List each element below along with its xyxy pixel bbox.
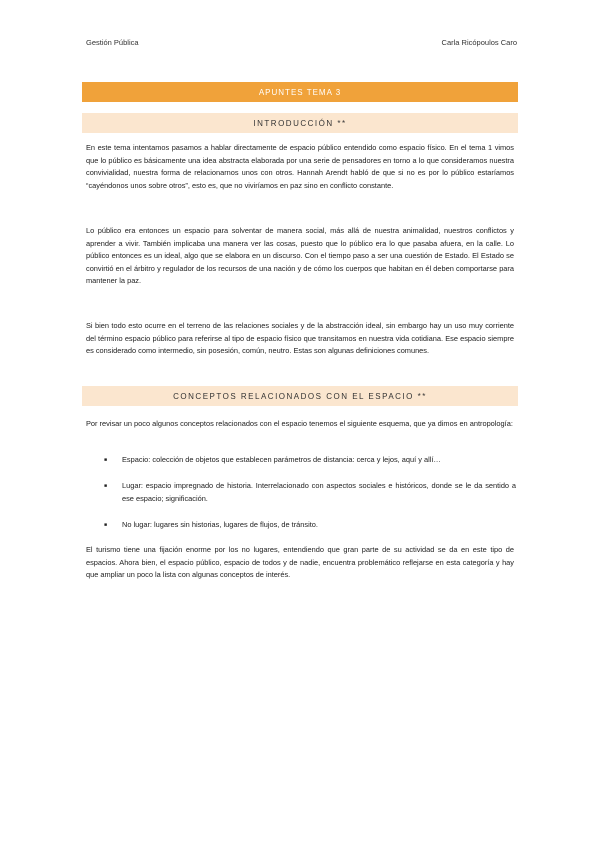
- header-author: Carla Ricópoulos Caro: [441, 38, 517, 47]
- list-item-text: Espacio: colección de objetos que establecen parámetros de distancia: cerca y lejos, aquí y allí…: [122, 455, 441, 464]
- page-header: [86, 38, 517, 47]
- square-bullet-icon: ■: [104, 483, 108, 489]
- paragraph: Por revisar un poco algunos conceptos relacionados con el espacio tenemos el siguiente esquema, que ya dimos en antropología:: [86, 419, 513, 428]
- section-heading-introduccion: [82, 113, 518, 133]
- paragraph: En este tema intentamos pasamos a hablar directamente de espacio público entendido como espacio físico. En el tema 1 vimos que lo público es básicamente una idea abstracta elaborada por una serie de pensadores en torno a lo que consideramos nuestra convivialidad, nuestra forma de relacionarnos unos con otros. Hannah Arendt habló de que si no es por lo público estaríamos “cayéndonos unos sobre otros”, esto es, que no viviríamos en paz sino en conflicto constante.: [86, 143, 514, 190]
- square-bullet-icon: ■: [104, 522, 108, 528]
- paragraph: Lo público era entonces un espacio para solventar de manera social, más allá de nuestra animalidad, nuestros conflictos y aprender a vivir. También implicaba una manera ver las cosas, puesto que lo público era lo que pasaba afuera, en la calle. Lo público entonces es un ideal, algo que se elabora en un discurso. Con el tiempo paso a ser una cuestión de Estado. El Estado se convirtió en el árbitro y regulador de los recursos de una nación y de cómo los cuerpos que habitan en él deben comportarse para mantener la paz.: [86, 226, 514, 286]
- list-item: [104, 519, 516, 532]
- section-heading-text: CONCEPTOS RELACIONADOS CON EL ESPACIO **: [173, 391, 427, 401]
- list-item: [104, 454, 516, 467]
- list-item: [104, 480, 516, 505]
- section-heading-text: INTRODUCCIÓN **: [253, 118, 347, 128]
- paragraph: Si bien todo esto ocurre en el terreno de las relaciones sociales y de la abstracción ideal, sin embargo hay un uso muy corriente del término espacio público para referirse al tipo de espacio físico que transitamos en nuestra vida cotidiana. Ese espacio siempre es considerado como intermedio, sin posesión, común, neutro. Estas son algunas definiciones comunes.: [86, 321, 514, 356]
- paragraph: El turismo tiene una fijación enorme por los no lugares, entendiendo que gran parte de su actividad se da en este tipo de espacios. Ahora bien, el espacio público, espacio de todos y de nadie, encuentra problemático reflejarse en esta categoría y hay que ampliar un poco la lista con algunas conceptos de interés.: [86, 545, 514, 580]
- title-banner: [82, 82, 518, 102]
- square-bullet-icon: ■: [104, 457, 108, 463]
- title-banner-text: APUNTES TEMA 3: [258, 87, 342, 97]
- list-item-text: Lugar: espacio impregnado de historia. Interrelacionado con aspectos sociales e históricos, donde se le da sentido a ese espacio; significación.: [122, 481, 516, 503]
- section-heading-conceptos: [82, 386, 518, 406]
- header-subject: Gestión Pública: [86, 38, 139, 47]
- list-item-text: No lugar: lugares sin historias, lugares de flujos, de tránsito.: [122, 520, 318, 529]
